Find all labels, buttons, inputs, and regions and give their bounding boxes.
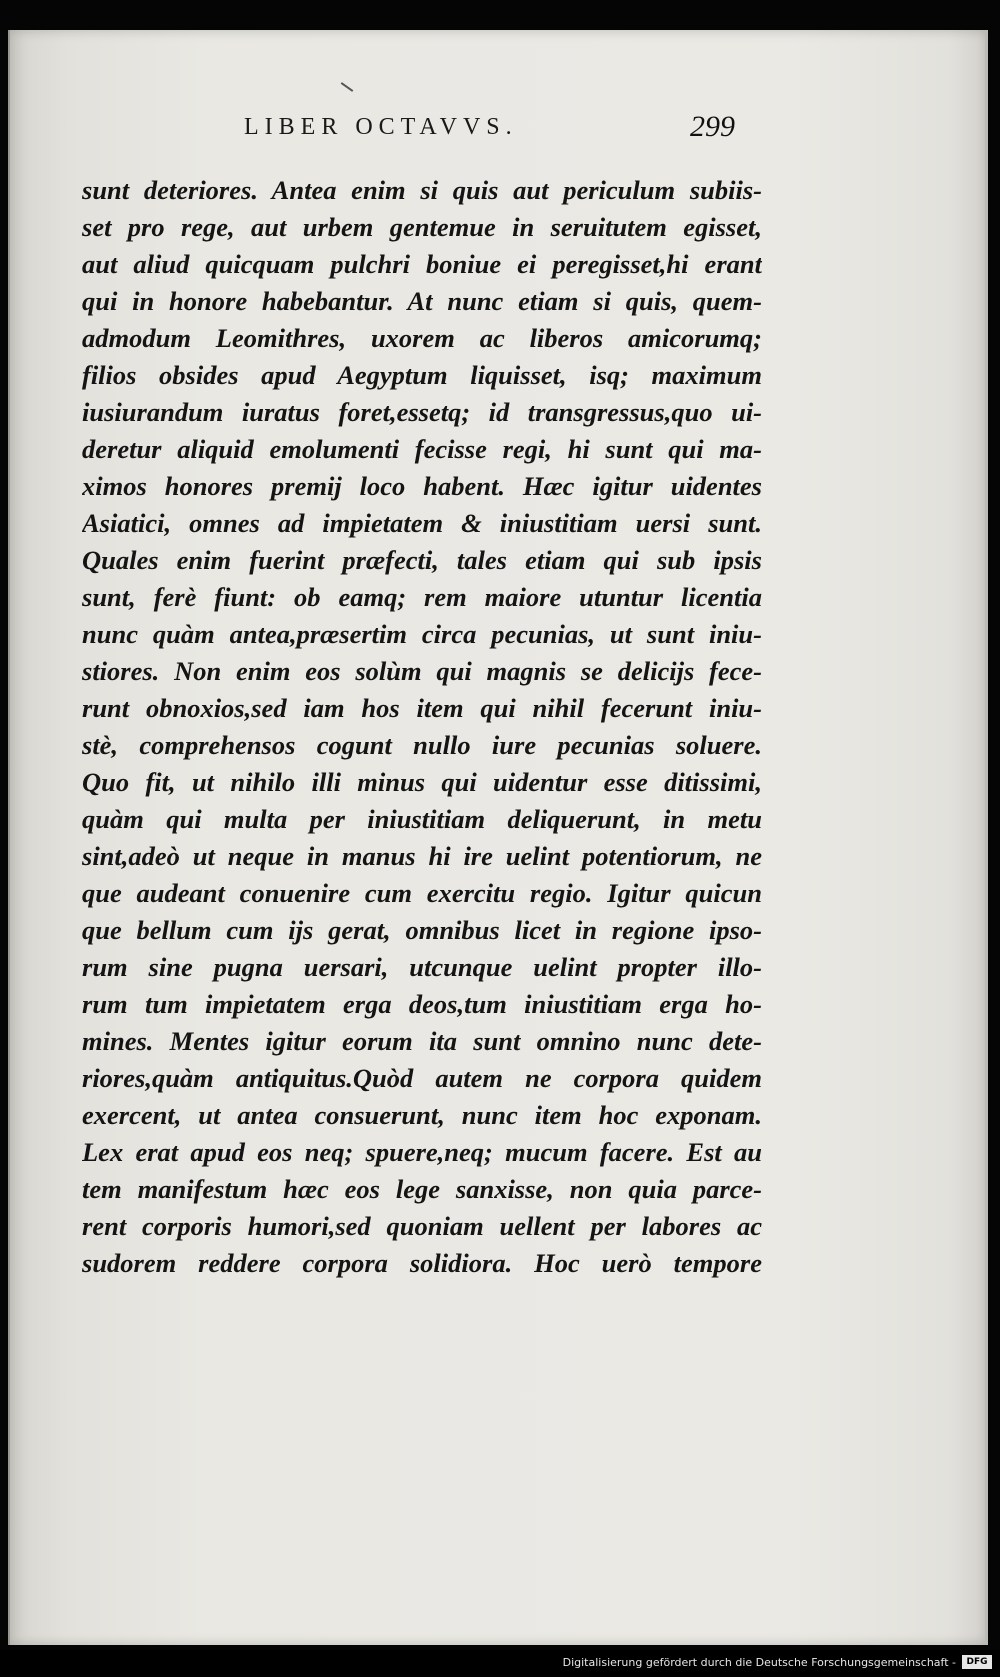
text-line: sint,adeò ut neque in manus hi ire uelint potentiorum, ne xyxy=(82,841,762,871)
text-line: Asiatici, omnes ad impietatem & iniustitiam uersi sunt. xyxy=(82,508,762,538)
book-page xyxy=(8,30,988,1645)
text-line: admodum Leomithres, uxorem ac liberos amicorumq; xyxy=(82,323,762,353)
text-line: filios obsides apud Aegyptum liquisset, isq; maximum xyxy=(82,360,762,390)
page-edge xyxy=(985,30,988,1645)
text-line: runt obnoxios,sed iam hos item qui nihil fecerunt iniu- xyxy=(82,693,762,723)
text-line: rum tum impietatem erga deos,tum iniustitiam erga ho- xyxy=(82,989,762,1019)
text-line: stiores. Non enim eos solùm qui magnis se delicijs fece- xyxy=(82,656,762,686)
text-line: rum sine pugna uersari, utcunque uelint propter illo- xyxy=(82,952,762,982)
text-line: sunt deteriores. Antea enim si quis aut periculum subiis- xyxy=(82,175,762,205)
text-line: que bellum cum ijs gerat, omnibus licet in regione ipso- xyxy=(82,915,762,945)
text-line: mines. Mentes igitur eorum ita sunt omnino nunc dete- xyxy=(82,1026,762,1056)
text-line: set pro rege, aut urbem gentemue in seruitutem egisset, xyxy=(82,212,762,242)
text-line: deretur aliquid emolumenti fecisse regi, hi sunt qui ma- xyxy=(82,434,762,464)
text-line: riores,quàm antiquitus.Quòd autem ne corpora quidem xyxy=(82,1063,762,1093)
text-line: tem manifestum hæc eos lege sanxisse, non quia parce- xyxy=(82,1174,762,1204)
page-header xyxy=(10,110,988,154)
text-line: sudorem reddere corpora solidiora. Hoc uerò tempore xyxy=(82,1248,762,1278)
page-number: 299 xyxy=(690,110,735,143)
text-line: stè, comprehensos cogunt nullo iure pecunias soluere. xyxy=(82,730,762,760)
text-line: que audeant conuenire cum exercitu regio. Igitur quicun xyxy=(82,878,762,908)
text-line: exercent, ut antea consuerunt, nunc item hoc exponam. xyxy=(82,1100,762,1130)
running-head: LIBER OCTAVVS. xyxy=(244,114,518,140)
text-line: Quales enim fuerint præfecti, tales etiam qui sub ipsis xyxy=(82,545,762,575)
text-line: Quo fit, ut nihilo illi minus qui uidentur esse ditissimi, xyxy=(82,767,762,797)
text-line: qui in honore habebantur. At nunc etiam si quis, quem- xyxy=(82,286,762,316)
dfg-logo: DFG xyxy=(962,1655,992,1669)
text-line: sunt, ferè fiunt: ob eamq; rem maiore utuntur licentia xyxy=(82,582,762,612)
text-line: iusiurandum iuratus foret,essetq; id transgressus,quo ui- xyxy=(82,397,762,427)
body-text xyxy=(82,170,762,1370)
ink-mark xyxy=(341,82,354,92)
digitization-footer xyxy=(0,1650,1000,1677)
funding-credit: Digitalisierung gefördert durch die Deutsche Forschungsgemeinschaft - xyxy=(562,1656,956,1669)
text-line: quàm qui multa per iniustitiam deliquerunt, in metu xyxy=(82,804,762,834)
text-line: ximos honores premij loco habent. Hæc igitur uidentes xyxy=(82,471,762,501)
text-line: rent corporis humori,sed quoniam uellent per labores ac xyxy=(82,1211,762,1241)
text-line: nunc quàm antea,præsertim circa pecunias, ut sunt iniu- xyxy=(82,619,762,649)
text-line: aut aliud quicquam pulchri boniue ei peregisset,hi erant xyxy=(82,249,762,279)
text-line: Lex erat apud eos neq; spuere,neq; mucum facere. Est au xyxy=(82,1137,762,1167)
